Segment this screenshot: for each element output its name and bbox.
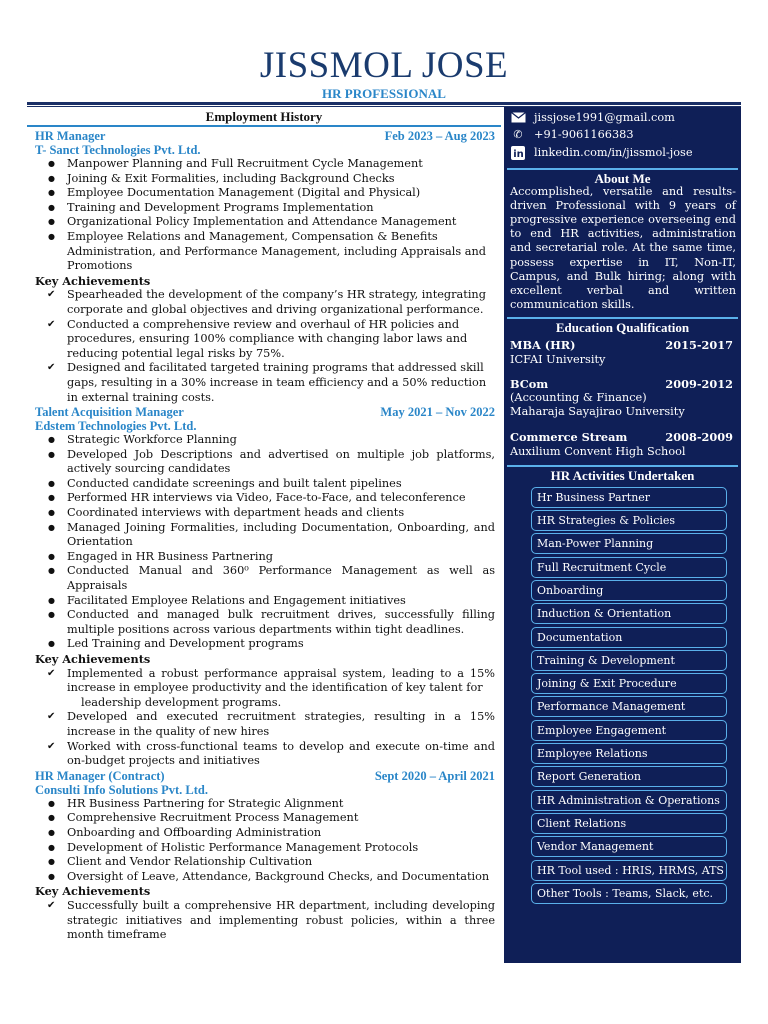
institution: ICFAI University xyxy=(510,352,606,366)
list-item: ✔ Worked with cross-functional teams to develop and execute on-time and on-budget projects and initiatives xyxy=(27,740,501,769)
company-name: Edstem Technologies Pvt. Ltd. xyxy=(35,419,197,434)
job-title-row xyxy=(27,405,501,419)
degree: BCom xyxy=(510,376,549,391)
activity-item: Man-Power Planning xyxy=(531,533,727,554)
employment-history-section xyxy=(27,107,501,943)
mail-icon xyxy=(510,111,526,124)
activity-item: Vendor Management xyxy=(531,836,727,857)
company-name: Consulti Info Solutions Pvt. Ltd. xyxy=(35,782,208,797)
duty-list xyxy=(27,157,501,274)
list-item: ● Developed Job Descriptions and advertised on multiple job platforms, actively sourcing candidates xyxy=(27,448,501,477)
degree-years: 2008-2009 xyxy=(665,430,733,445)
list-item: ● Conducted candidate screenings and built talent pipelines xyxy=(27,477,501,492)
activity-item: Employee Relations xyxy=(531,743,727,764)
contact-phone-row[interactable] xyxy=(510,127,741,145)
contact-linkedin[interactable]: linkedin.com/in/jissmol-jose xyxy=(534,145,693,159)
sidebar xyxy=(504,107,741,963)
list-item: ● Manpower Planning and Full Recruitment Cycle Management xyxy=(27,157,501,172)
list-item: ● Facilitated Employee Relations and Engagement initiatives xyxy=(27,594,501,609)
contact-linkedin-row[interactable] xyxy=(510,144,741,162)
job-dates: Sept 2020 – April 2021 xyxy=(374,768,495,783)
activity-item: HR Tool used : HRIS, HRMS, ATS xyxy=(531,860,727,881)
activity-item: HR Strategies & Policies xyxy=(531,510,727,531)
institution: Auxilium Convent High School xyxy=(510,444,686,458)
achievement-list xyxy=(27,899,501,943)
achievement-continuation: leadership development programs. xyxy=(81,695,282,709)
job-entry xyxy=(27,405,501,769)
list-item: ● HR Business Partnering for Strategic Alignment xyxy=(27,797,501,812)
activities-list xyxy=(504,482,741,904)
list-item: ● Joining & Exit Formalities, including Background Checks xyxy=(27,172,501,187)
list-item: ● Onboarding and Offboarding Administration xyxy=(27,826,501,841)
degree-years: 2009-2012 xyxy=(665,376,733,391)
candidate-role: HR PROFESSIONAL xyxy=(322,86,446,101)
contact-email[interactable]: jissjose1991@gmail.com xyxy=(534,110,675,124)
list-item: ✔ Designed and facilitated targeted training programs that addressed skill gaps, resulting in a 30% increase in team efficiency and a 50% reduction in external training costs. xyxy=(27,361,501,405)
list-item: ● Organizational Policy Implementation and Attendance Management xyxy=(27,215,501,230)
activity-item: Documentation xyxy=(531,627,727,648)
achievement-list xyxy=(27,288,501,405)
about-heading: About Me xyxy=(507,168,738,185)
degree: Commerce Stream xyxy=(510,430,628,445)
list-item: ● Engaged in HR Business Partnering xyxy=(27,550,501,565)
activity-item: Employee Engagement xyxy=(531,720,727,741)
linkedin-icon xyxy=(510,146,526,159)
job-title: Talent Acquisition Manager xyxy=(35,405,184,420)
institution: Maharaja Sayajirao University xyxy=(510,405,685,419)
list-item: ● Conducted Manual and 360⁰ Performance Management as well as Appraisals xyxy=(27,564,501,593)
contact-phone[interactable]: +91-9061166383 xyxy=(534,128,634,142)
list-item: ● Employee Documentation Management (Digital and Physical) xyxy=(27,186,501,201)
activity-item: Full Recruitment Cycle xyxy=(531,557,727,578)
list-item: ✔ Implemented a robust performance appraisal system, leading to a 15% increase in employee productivity and the identification of key talent for xyxy=(27,667,501,696)
activity-item: HR Administration & Operations xyxy=(531,790,727,811)
contact-email-row[interactable] xyxy=(510,109,741,127)
job-entry xyxy=(27,769,501,943)
company-name: T- Sanct Technologies Pvt. Ltd. xyxy=(35,143,201,157)
list-item: ● Strategic Workforce Planning xyxy=(27,433,501,448)
duty-list xyxy=(27,433,501,652)
key-achievements-label: Key Achievements xyxy=(35,884,151,899)
education-item xyxy=(510,430,733,458)
svg-text:in: in xyxy=(513,148,524,160)
activity-item: Performance Management xyxy=(531,696,727,717)
education-item xyxy=(510,377,733,420)
contact-block xyxy=(504,107,741,162)
job-title: HR Manager (Contract) xyxy=(35,768,165,783)
candidate-name: JISSMOL JOSE xyxy=(259,45,509,86)
list-item: ● Employee Relations and Management, Compensation & Benefits Administration, and Performance Management, including Appraisals and Promotions xyxy=(27,230,501,274)
degree: MBA (HR) xyxy=(510,338,576,353)
job-dates: Feb 2023 – Aug 2023 xyxy=(384,129,495,143)
employment-heading: Employment History xyxy=(27,107,501,127)
key-achievements-label: Key Achievements xyxy=(35,273,151,288)
activity-item: Other Tools : Teams, Slack, etc. xyxy=(531,883,727,904)
list-item: ● Conducted and managed bulk recruitment drives, successfully filling multiple positions across various departments within tight deadlines. xyxy=(27,608,501,637)
list-item: ● Comprehensive Recruitment Process Management xyxy=(27,811,501,826)
list-item: ✔ Conducted a comprehensive review and overhaul of HR policies and procedures, ensuring 100% compliance with changing labor laws and reducing potential legal risks by 75%. xyxy=(27,318,501,362)
list-item: ● Performed HR interviews via Video, Face-to-Face, and teleconference xyxy=(27,491,501,506)
achievement-list xyxy=(27,667,501,696)
list-item: ✔ Spearheaded the development of the company’s HR strategy, integrating corporate and global objectives and driving organizational performance. xyxy=(27,288,501,317)
job-entry xyxy=(27,129,501,405)
degree-years: 2015-2017 xyxy=(665,338,733,353)
list-item: ● Training and Development Programs Implementation xyxy=(27,201,501,216)
degree-detail: (Accounting & Finance) xyxy=(510,390,647,404)
job-dates: May 2021 – Nov 2022 xyxy=(380,405,495,420)
list-item: ● Oversight of Leave, Attendance, Background Checks, and Documentation xyxy=(27,870,501,885)
header-divider xyxy=(27,102,741,105)
list-item: ● Managed Joining Formalities, including Documentation, Onboarding, and Orientation xyxy=(27,521,501,550)
duty-list xyxy=(27,797,501,885)
job-title: HR Manager xyxy=(35,129,106,143)
activities-heading: HR Activities Undertaken xyxy=(507,465,738,482)
list-item: ● Coordinated interviews with department heads and clients xyxy=(27,506,501,521)
list-item: ✔ Successfully built a comprehensive HR department, including developing strategic initiatives and implementing robust policies, within a three month timeframe xyxy=(27,899,501,943)
education-list xyxy=(504,338,741,458)
activity-item: Hr Business Partner xyxy=(531,487,727,508)
phone-icon: ✆ xyxy=(513,128,523,142)
job-title-row xyxy=(27,129,501,143)
education-item xyxy=(510,338,733,366)
achievement-list xyxy=(27,710,501,768)
key-achievements-label: Key Achievements xyxy=(35,652,151,666)
list-item: ● Client and Vendor Relationship Cultivation xyxy=(27,855,501,870)
activity-item: Training & Development xyxy=(531,650,727,671)
activity-item: Induction & Orientation xyxy=(531,603,727,624)
activity-item: Report Generation xyxy=(531,766,727,787)
list-item: ● Development of Holistic Performance Management Protocols xyxy=(27,841,501,856)
activity-item: Client Relations xyxy=(531,813,727,834)
about-text: Accomplished, versatile and results-driven Professional with 9 years of progressive experience overseeing end to end HR activities, administration and secretarial role. At the same time, possess expertise in IT, Non-IT, Campus, and Bulk hiring; along with excellent verbal and written communication skills. xyxy=(510,184,736,312)
activity-item: Onboarding xyxy=(531,580,727,601)
job-title-row xyxy=(27,769,501,783)
list-item: ● Led Training and Development programs xyxy=(27,637,501,652)
education-heading: Education Qualification xyxy=(507,317,738,334)
activity-item: Joining & Exit Procedure xyxy=(531,673,727,694)
list-item: ✔ Developed and executed recruitment strategies, resulting in a 15% increase in the quality of new hires xyxy=(27,710,501,739)
